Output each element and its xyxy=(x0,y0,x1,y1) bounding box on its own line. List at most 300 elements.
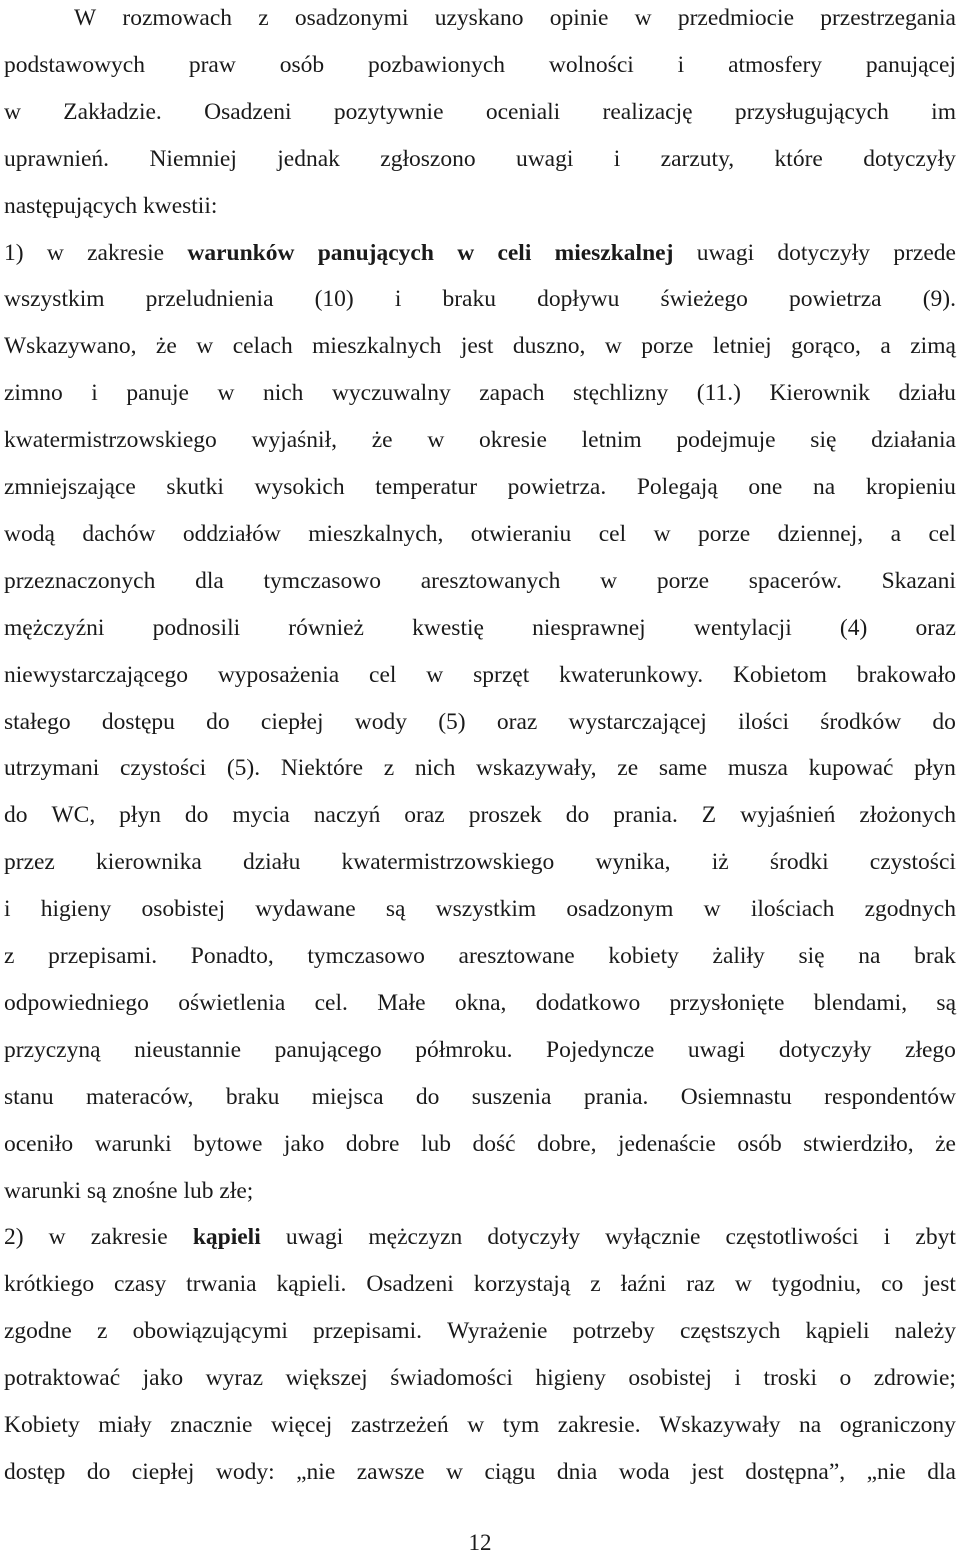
word: prania. xyxy=(613,802,678,829)
word: i xyxy=(883,1224,891,1251)
word: one xyxy=(748,474,783,500)
bold-word: panujących xyxy=(317,239,434,266)
word: wszystkim xyxy=(435,896,537,923)
word: większej xyxy=(285,1365,368,1392)
page-number: 12 xyxy=(468,1530,492,1555)
text-line xyxy=(4,1219,956,1255)
word: dotyczyły xyxy=(863,145,956,172)
word: z xyxy=(4,943,15,969)
word: przeznaczonych xyxy=(4,567,156,594)
word: niewystarczającego xyxy=(4,661,188,688)
word: zmniejszające xyxy=(4,474,136,500)
word: otwieraniu xyxy=(470,520,572,547)
word: zbyt xyxy=(915,1224,956,1251)
word: w xyxy=(604,333,622,360)
word: dostęp xyxy=(4,1458,66,1485)
word: letniej xyxy=(712,333,772,360)
word: oceniło xyxy=(4,1130,74,1157)
word: środki xyxy=(769,849,829,876)
word: co xyxy=(881,1271,904,1298)
word: ze xyxy=(617,755,639,782)
word: uzyskano xyxy=(434,5,524,31)
word: złe; xyxy=(219,1177,254,1204)
word: porze xyxy=(698,520,751,547)
word: przysługujących xyxy=(734,98,889,125)
word: ciepłej xyxy=(260,708,324,735)
word: w xyxy=(446,1458,464,1485)
word: jednak xyxy=(277,145,340,172)
word: kobiety xyxy=(608,943,679,969)
word: pozbawionych xyxy=(368,51,506,78)
word: również xyxy=(288,614,364,641)
word: Pojedyncze xyxy=(546,1036,655,1063)
word: miały xyxy=(98,1412,152,1438)
word: Osadzeni xyxy=(204,98,292,125)
word: wyraz xyxy=(205,1365,264,1392)
word: osadzonymi xyxy=(294,5,409,31)
word: cel xyxy=(928,520,956,547)
word: tymczasowo xyxy=(307,943,425,969)
word: należy xyxy=(894,1318,956,1345)
word: realizację xyxy=(602,98,693,125)
word: które xyxy=(774,145,823,172)
word: (5). xyxy=(226,755,261,782)
word: się xyxy=(798,943,825,969)
word: „nie xyxy=(296,1458,336,1485)
word: brak xyxy=(914,943,956,969)
word: na xyxy=(858,943,881,969)
word: znacznie xyxy=(170,1412,253,1438)
word: panującej xyxy=(865,51,956,78)
text-line xyxy=(4,844,956,880)
word: zgodnych xyxy=(864,896,956,923)
word: złożonych xyxy=(859,802,956,829)
word: przestrzegania xyxy=(820,5,956,31)
text-line xyxy=(4,1266,956,1302)
word: się xyxy=(810,427,837,454)
word: respondentów xyxy=(824,1083,956,1110)
text-line xyxy=(4,188,956,224)
word: są xyxy=(86,1177,107,1204)
word: dla xyxy=(195,567,224,594)
word: zastrzeżeń xyxy=(350,1412,449,1438)
word: wysokich xyxy=(254,474,345,500)
word: rozmowach xyxy=(122,5,233,31)
word: (10) xyxy=(314,286,354,313)
word: czystości xyxy=(869,849,956,876)
word: aresztowane xyxy=(458,943,575,969)
word: „nie xyxy=(866,1458,906,1485)
word: ilościach xyxy=(750,896,835,923)
word: Ponadto, xyxy=(190,943,274,969)
word: utrzymani xyxy=(4,755,100,782)
word: odpowiedniego xyxy=(4,989,149,1016)
word: tym xyxy=(502,1412,540,1438)
word: WC, xyxy=(51,802,96,829)
word: w xyxy=(196,333,214,360)
word: miejsca xyxy=(311,1083,384,1110)
word: stałego xyxy=(4,708,71,735)
word: prania. xyxy=(583,1083,649,1110)
word: przede xyxy=(893,239,956,266)
word: dostępna”, xyxy=(745,1458,846,1485)
word: trwania xyxy=(186,1271,257,1298)
word: w xyxy=(217,380,235,407)
word: wynika, xyxy=(595,849,671,876)
word: Wskazywały xyxy=(659,1412,781,1438)
bold-word: w xyxy=(457,239,475,266)
word: im xyxy=(931,98,956,125)
word: Skazani xyxy=(881,567,956,594)
word: raz xyxy=(686,1271,715,1298)
text-line xyxy=(4,235,956,271)
word: że xyxy=(935,1130,956,1157)
word: podnosili xyxy=(152,614,241,641)
word: przepisami. xyxy=(48,943,158,969)
word: z xyxy=(97,1318,108,1345)
word: na xyxy=(812,474,836,500)
word: o xyxy=(839,1365,852,1392)
word: dobre xyxy=(345,1130,400,1157)
word: przepisami. xyxy=(313,1318,422,1345)
word: wskazywały, xyxy=(476,755,597,782)
word: do xyxy=(565,802,590,829)
word: (11.) xyxy=(696,380,741,407)
word: woda xyxy=(618,1458,670,1485)
word: mycia xyxy=(232,802,290,829)
word: podejmuje xyxy=(676,427,776,454)
text-line xyxy=(4,1313,956,1349)
word: osób xyxy=(279,51,325,78)
word: osadzonym xyxy=(566,896,674,923)
word: celach xyxy=(232,333,293,360)
bold-word: warunków xyxy=(187,239,295,266)
word: są xyxy=(936,989,956,1016)
word: że xyxy=(155,333,177,360)
word: w xyxy=(600,567,618,594)
word: nich xyxy=(414,755,456,782)
word: oceniali xyxy=(485,98,561,125)
text-line xyxy=(4,422,956,458)
word: mieszkalnych, xyxy=(308,520,444,547)
word: do xyxy=(206,708,230,735)
word: dopływu xyxy=(537,286,620,313)
word: półmroku. xyxy=(415,1036,513,1063)
word: powietrza. xyxy=(507,474,607,500)
word: w xyxy=(734,1271,752,1298)
word: dotyczyły xyxy=(778,1036,872,1063)
word: wody xyxy=(354,708,407,735)
word: oświetlenia xyxy=(178,989,286,1016)
word: dość xyxy=(472,1130,516,1157)
word: łaźni xyxy=(620,1271,667,1298)
text-line xyxy=(4,1173,956,1209)
word: zakresie xyxy=(90,1224,168,1251)
word: Kobietom xyxy=(732,661,827,688)
text-line xyxy=(74,0,956,36)
word: żaliły xyxy=(712,943,765,969)
word: panującego xyxy=(274,1036,382,1063)
word: z xyxy=(590,1271,601,1298)
word: stęchlizny xyxy=(572,380,669,407)
word: dnia xyxy=(556,1458,598,1485)
word: oraz xyxy=(404,802,445,829)
word: z xyxy=(258,5,269,31)
word: częstszych xyxy=(679,1318,781,1345)
bold-word: kąpieli xyxy=(192,1224,261,1251)
word: Kobiety xyxy=(4,1412,80,1438)
word: Z xyxy=(701,802,717,829)
word: jest xyxy=(460,333,494,360)
word: dziennej, xyxy=(777,520,864,547)
word: płyn xyxy=(119,802,161,829)
word: Polegają xyxy=(636,474,718,500)
word: skutki xyxy=(166,474,224,500)
word: porze xyxy=(656,567,709,594)
word: dotyczyły xyxy=(487,1224,581,1251)
word: braku xyxy=(225,1083,280,1110)
text-line xyxy=(4,704,956,740)
text-line xyxy=(4,1032,956,1068)
word: warunki xyxy=(94,1130,172,1157)
word: znośne xyxy=(112,1177,178,1204)
word: przeludnienia xyxy=(145,286,274,313)
word: do xyxy=(4,802,28,829)
word: sprzęt xyxy=(473,661,530,688)
word: osobistej xyxy=(628,1365,712,1392)
word: do xyxy=(932,708,956,735)
word: działu xyxy=(898,380,956,407)
word: przez xyxy=(4,849,55,876)
word: osobistej xyxy=(141,896,225,923)
word: zimą xyxy=(910,333,956,360)
word: Zakładzie. xyxy=(63,98,162,125)
text-line xyxy=(4,1360,956,1396)
word: Osadzeni xyxy=(366,1271,454,1298)
word: ilości xyxy=(738,708,789,735)
word: zdrowie; xyxy=(873,1365,956,1392)
word: ograniczony xyxy=(839,1412,956,1438)
text-line xyxy=(4,797,956,833)
word: w xyxy=(703,896,721,923)
word: dodatkowo xyxy=(535,989,641,1016)
text-line xyxy=(4,141,956,177)
word: dla xyxy=(927,1458,956,1485)
text-line xyxy=(4,281,956,317)
word: uwagi xyxy=(687,1036,746,1063)
word: jest xyxy=(923,1271,956,1298)
word: więcej xyxy=(270,1412,333,1438)
text-line xyxy=(4,985,956,1021)
word: w xyxy=(48,1224,66,1251)
text-line xyxy=(4,1079,956,1115)
word: kąpieli xyxy=(805,1318,870,1345)
word: uwagi xyxy=(515,145,574,172)
word: warunki xyxy=(4,1177,82,1204)
word: a xyxy=(880,333,891,360)
word: Kierownik xyxy=(769,380,870,407)
word: materaców, xyxy=(86,1083,194,1110)
word: czystości xyxy=(119,755,207,782)
word: przedmiocie xyxy=(677,5,794,31)
word: zakresie. xyxy=(557,1412,641,1438)
word: panuje xyxy=(126,380,189,407)
word: wszystkim xyxy=(4,286,105,313)
word: (9). xyxy=(922,286,956,313)
word: powietrza xyxy=(788,286,882,313)
word: w xyxy=(46,239,64,266)
word: suszenia xyxy=(471,1083,552,1110)
word: nieustannie xyxy=(134,1036,242,1063)
word: musza xyxy=(727,755,788,782)
word: w xyxy=(427,427,445,454)
word: działu xyxy=(242,849,301,876)
word: świadomości xyxy=(390,1365,513,1392)
word: zarzuty, xyxy=(660,145,735,172)
word: Wyrażenie xyxy=(447,1318,548,1345)
word: dotyczyły xyxy=(777,239,871,266)
word: wody: xyxy=(215,1458,275,1485)
word: dostępu xyxy=(101,708,175,735)
word: bytowe xyxy=(193,1130,263,1157)
word: 2) xyxy=(4,1224,24,1251)
text-line xyxy=(4,657,956,693)
bold-word: celi xyxy=(497,239,532,266)
word: i xyxy=(677,51,685,78)
text-line xyxy=(4,938,956,974)
word: uwagi xyxy=(696,239,755,266)
word: w xyxy=(467,1412,485,1438)
word: podstawowych xyxy=(4,51,145,78)
word: w xyxy=(634,5,652,31)
bold-word: mieszkalnej xyxy=(554,239,674,266)
word: oraz xyxy=(496,708,538,735)
word: braku xyxy=(442,286,496,313)
word: spacerów. xyxy=(748,567,842,594)
word: gorąco, xyxy=(791,333,861,360)
text-line xyxy=(4,328,956,364)
word: tymczasowo xyxy=(263,567,381,594)
word: Małe xyxy=(377,989,426,1016)
word: stanu xyxy=(4,1083,54,1110)
text-line xyxy=(4,47,956,83)
word: są xyxy=(385,896,406,923)
word: praw xyxy=(188,51,236,78)
word: oraz xyxy=(915,614,956,641)
word: świeżego xyxy=(660,286,748,313)
text-line xyxy=(4,750,956,786)
word: zapach xyxy=(479,380,545,407)
word: cel xyxy=(598,520,627,547)
word: higieny xyxy=(535,1365,606,1392)
text-line xyxy=(4,610,956,646)
word: kąpieli. xyxy=(276,1271,347,1298)
word: lub xyxy=(420,1130,451,1157)
word: i xyxy=(613,145,621,172)
word: w xyxy=(4,98,21,125)
word: nich xyxy=(262,380,304,407)
word: na xyxy=(799,1412,822,1438)
text-line xyxy=(4,469,956,505)
word: działania xyxy=(871,427,956,454)
word: cel xyxy=(369,661,397,688)
word: kwestię xyxy=(412,614,484,641)
word: brakowało xyxy=(856,661,956,688)
word: wystarczającej xyxy=(568,708,707,735)
word: w xyxy=(426,661,444,688)
word: kwatermistrzowskiego xyxy=(4,427,217,454)
word: zakresie xyxy=(87,239,165,266)
word: obowiązującymi xyxy=(132,1318,288,1345)
word: częstotliwości xyxy=(725,1224,859,1251)
word: higieny xyxy=(40,896,112,923)
text-line xyxy=(4,563,956,599)
word: zgodne xyxy=(4,1318,72,1345)
word: lub xyxy=(183,1177,214,1204)
word: okna, xyxy=(454,989,507,1016)
word: że xyxy=(371,427,393,454)
word: złego xyxy=(905,1036,956,1063)
word: uwagi xyxy=(285,1224,344,1251)
word: kierownika xyxy=(96,849,202,876)
word: wyczuwalny xyxy=(331,380,451,407)
word: mężczyzn xyxy=(368,1224,463,1251)
text-line xyxy=(4,94,956,130)
text-line xyxy=(4,891,956,927)
word: osób xyxy=(737,1130,782,1157)
word: same xyxy=(658,755,708,782)
word: iż xyxy=(711,849,729,876)
word: jest xyxy=(691,1458,724,1485)
word: kupować xyxy=(808,755,894,782)
word: z xyxy=(383,755,395,782)
word: czasy xyxy=(114,1271,167,1298)
word: do xyxy=(415,1083,440,1110)
word: wyjaśnień xyxy=(740,802,836,829)
word: ciepłej xyxy=(131,1458,195,1485)
text-line xyxy=(4,1454,956,1490)
word: potrzeby xyxy=(572,1318,655,1345)
word: aresztowanych xyxy=(420,567,561,594)
word: i xyxy=(91,380,98,407)
word: naczyń xyxy=(313,802,381,829)
word: a xyxy=(890,520,902,547)
word: zawsze xyxy=(356,1458,425,1485)
word: wyłącznie xyxy=(605,1224,701,1251)
word: pozytywnie xyxy=(333,98,444,125)
word: kwaterunkowy. xyxy=(559,661,704,688)
word: proszek xyxy=(468,802,542,829)
text-line xyxy=(4,516,956,552)
word: Wskazywano, xyxy=(4,333,137,360)
word: potraktować xyxy=(4,1365,121,1392)
word: dachów xyxy=(82,520,156,547)
word: (4) xyxy=(839,614,868,641)
word: duszno, xyxy=(512,333,586,360)
word: przysłonięte xyxy=(669,989,785,1016)
word: w xyxy=(653,520,671,547)
word: okresie xyxy=(479,427,547,454)
word: następujących xyxy=(4,192,138,219)
word: troski xyxy=(763,1365,817,1392)
text-line xyxy=(4,375,956,411)
word: mieszkalnych xyxy=(312,333,442,360)
word: środków xyxy=(820,708,902,735)
word: jako xyxy=(142,1365,184,1392)
word: temperatur xyxy=(375,474,478,500)
word: zgłoszono xyxy=(380,145,476,172)
word: kropieniu xyxy=(865,474,956,500)
